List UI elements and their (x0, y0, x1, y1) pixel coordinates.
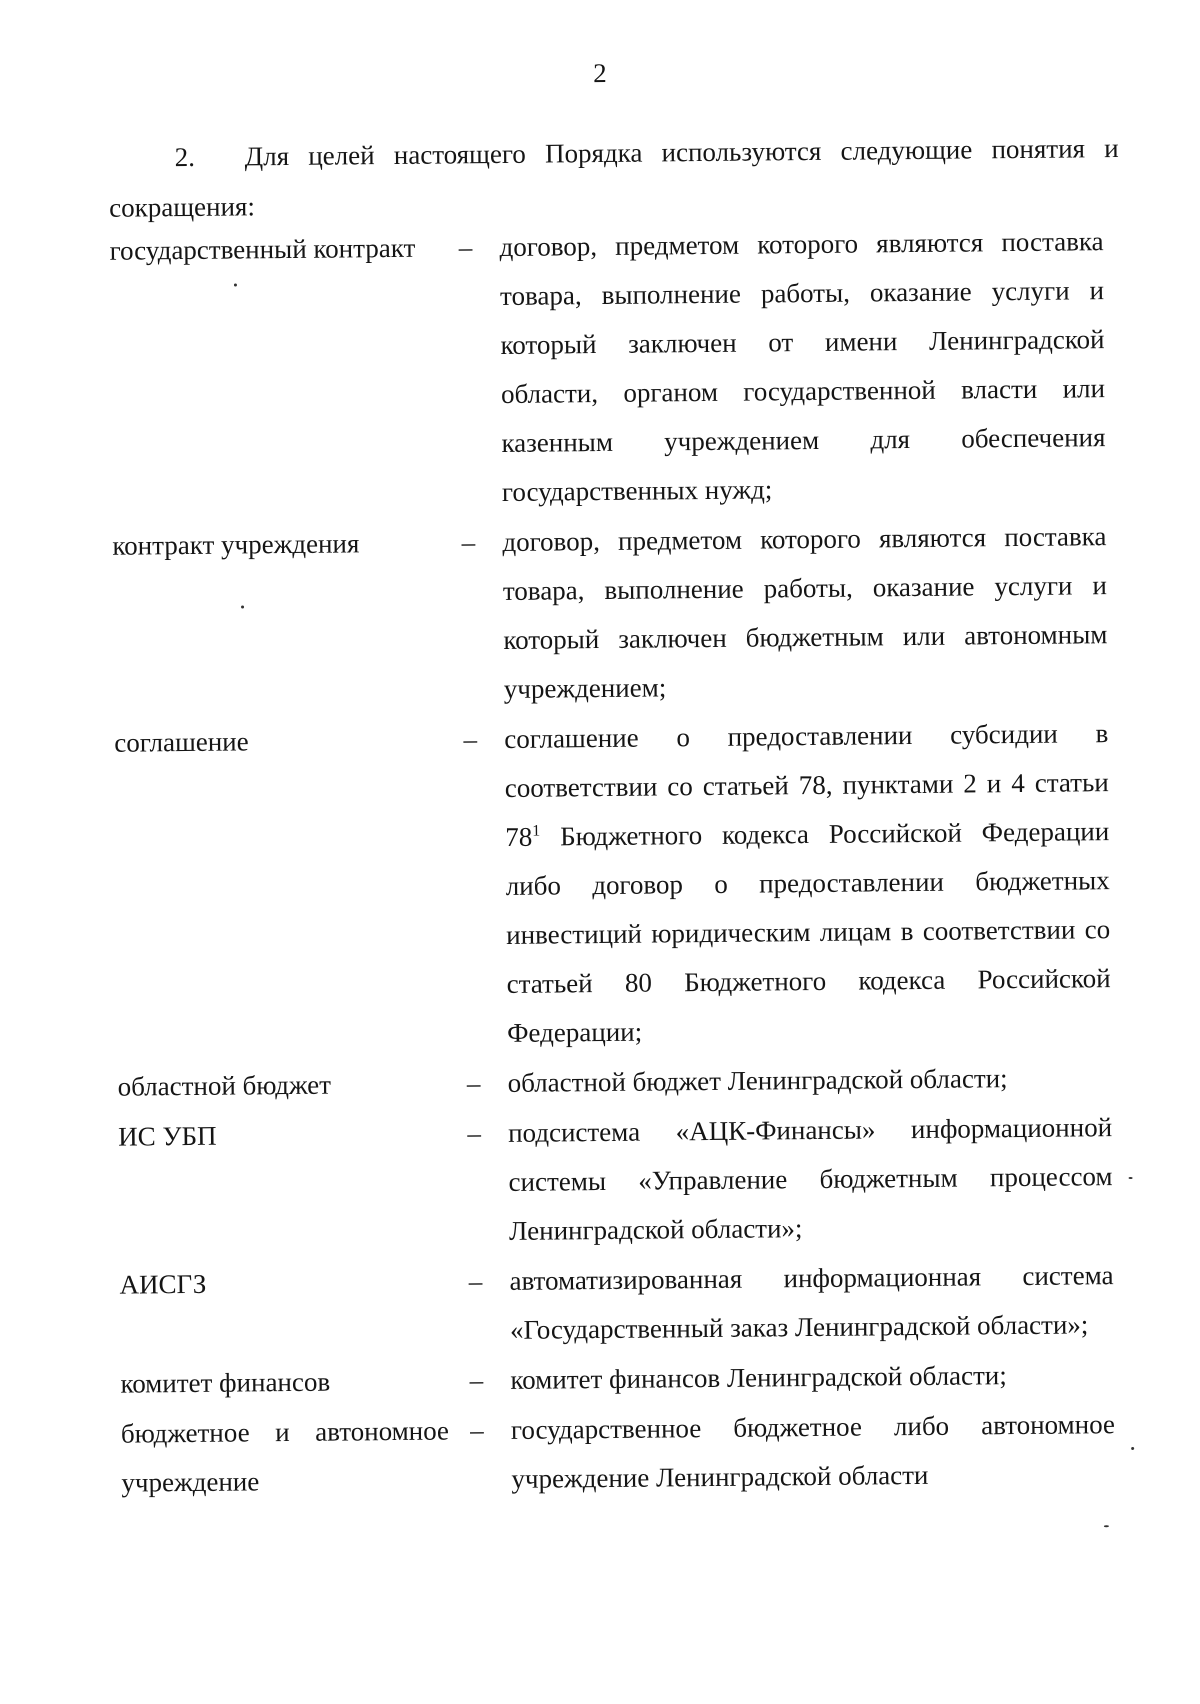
intro-first-line (108, 123, 1118, 183)
definition-row-budget-autonomous-institution (121, 1400, 1142, 1508)
dash: – (468, 1266, 483, 1297)
term: ИС УБП (117, 1120, 217, 1152)
dash: – (458, 232, 473, 263)
scan-speck (1129, 1177, 1133, 1179)
dash: – (469, 1365, 484, 1396)
dash: – (470, 1415, 484, 1446)
intro-text-line1: Для целей настоящего Порядка используются следующие понятия и (244, 133, 1119, 172)
dash: – (466, 1068, 481, 1099)
page-number: 2 (593, 57, 607, 89)
term: государственный контракт (109, 232, 416, 266)
definition (498, 709, 1111, 1058)
definition: договор, предметом которого являются поставка товара, выполнение работы, оказание услуги и который заключен от имени Ленинградской области, органом государственной власти или казенным учреждением для обеспечения государственных нужд; (499, 226, 1106, 507)
definition-part2: Бюджетного кодекса Российской Федерации либо договор о предоставлении бюджетных инвестиций юридическим лицам в соответствии со статьей 80 Бюджетного кодекса Российской Федерации; (505, 816, 1111, 1048)
definition: подсистема «АЦК-Финансы» информационной системы «Управление бюджетным процессом Ленинградской области»; (507, 1112, 1113, 1246)
definition: государственное бюджетное либо автономное учреждение Ленинградской области (510, 1409, 1116, 1494)
dash: – (461, 527, 476, 558)
term: бюджетное и автономное учреждение (120, 1415, 450, 1498)
intro-text-line2: сокращения: (109, 191, 256, 223)
term: соглашение (114, 726, 249, 758)
definition-row-aisgz (119, 1251, 1140, 1359)
term: контракт учреждения (112, 528, 360, 561)
scan-speck (234, 283, 237, 286)
definition-row-finance-committee (120, 1350, 1140, 1409)
scan-speck (241, 605, 244, 608)
paragraph-number: 2. (174, 141, 196, 173)
scan-speck (1131, 1447, 1134, 1450)
definition-part1: соглашение о предоставлении субсидии в соответствии со статьей 78, пунктами 2 и 4 статьи 78 (504, 718, 1109, 852)
definition: договор, предметом которого являются поставка товара, выполнение работы, оказание услуги и который заключен бюджетным или автономным учреждением; (502, 521, 1108, 704)
scan-speck (1104, 1525, 1109, 1527)
dash: – (467, 1118, 481, 1149)
definition-row-state-contract (109, 217, 1132, 521)
term: АИСГЗ (119, 1268, 207, 1300)
superscript: 1 (532, 822, 541, 840)
definitions-list (109, 217, 1141, 1509)
definition-row-agreement (114, 709, 1137, 1062)
term: комитет финансов (120, 1366, 331, 1399)
definition-row-is-ubp (118, 1103, 1139, 1260)
definition: автоматизированная информационная система «Государственный заказ Ленинградской области»; (509, 1260, 1114, 1345)
definition: областной бюджет Ленинградской области; (507, 1063, 1008, 1098)
intro-paragraph (108, 123, 1119, 233)
term: областной бюджет (117, 1069, 332, 1102)
definition-row-regional-budget (117, 1053, 1137, 1112)
dash: – (463, 724, 478, 755)
definition: комитет финансов Ленинградской области; (510, 1360, 1007, 1395)
definition-row-institution-contract (112, 512, 1134, 718)
